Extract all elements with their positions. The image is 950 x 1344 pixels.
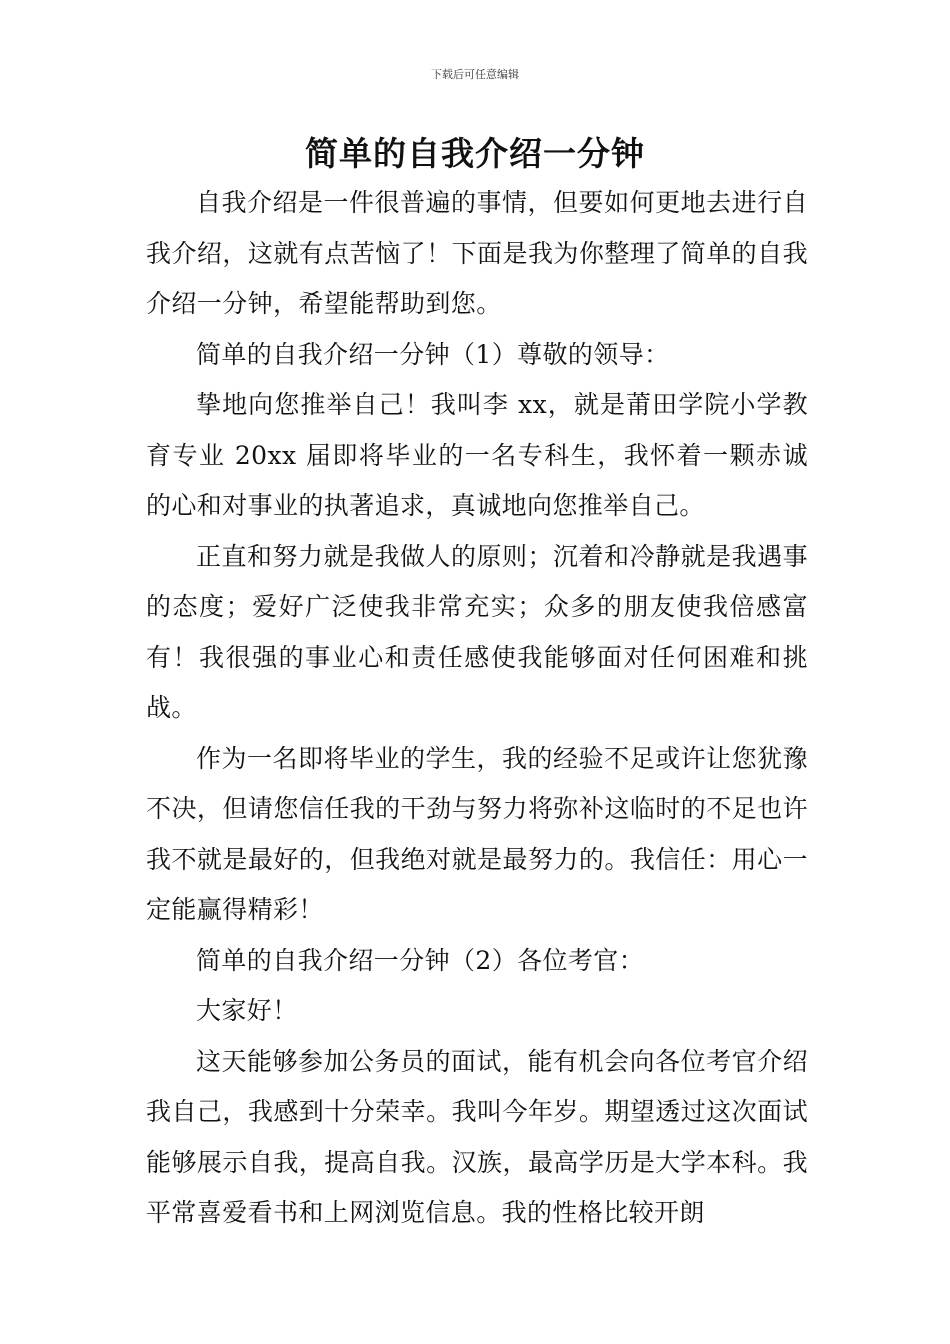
paragraph: 这天能够参加公务员的面试，能有机会向各位考官介绍我自己，我感到十分荣幸。我叫今年岁。期望透过这次面试能够展示自我，提高自我。汉族，最高学历是大学本科。我平常喜爱看书和上网浏览信息。我的性格比较开朗 [146, 1046, 808, 1227]
header-note: 下载后可任意编辑 [431, 68, 519, 81]
paragraph-intro: 自我介绍是一件很普遍的事情，但要如何更地去进行自我介绍，这就有点苦恼了！下面是我为你整理了简单的自我介绍一分钟，希望能帮助到您。 [146, 188, 808, 318]
paragraph: 作为一名即将毕业的学生，我的经验不足或许让您犹豫不决，但请您信任我的干劲与努力将弥补这临时的不足也许我不就是最好的，但我绝对就是最努力的。我信任：用心一定能赢得精彩！ [146, 743, 808, 924]
document-title: 简单的自我介绍一分钟 [305, 134, 645, 173]
paragraph: 挚地向您推举自己！我叫李 xx，就是莆田学院小学教育专业 20xx 届即将毕业的一名专科生，我怀着一颗赤诚的心和对事业的执著追求，真诚地向您推举自己。 [146, 390, 808, 520]
paragraph: 正直和努力就是我做人的原则；沉着和冷静就是我遇事的态度；爱好广泛使我非常充实；众多的朋友使我倍感富有！我很强的事业心和责任感使我能够面对任何困难和挑战。 [146, 541, 808, 722]
document-body [146, 178, 808, 1239]
section-heading-2: 简单的自我介绍一分钟（2）各位考官： [196, 945, 645, 975]
section-heading-1: 简单的自我介绍一分钟（1）尊敬的领导： [196, 339, 670, 369]
greeting: 大家好！ [196, 996, 298, 1025]
